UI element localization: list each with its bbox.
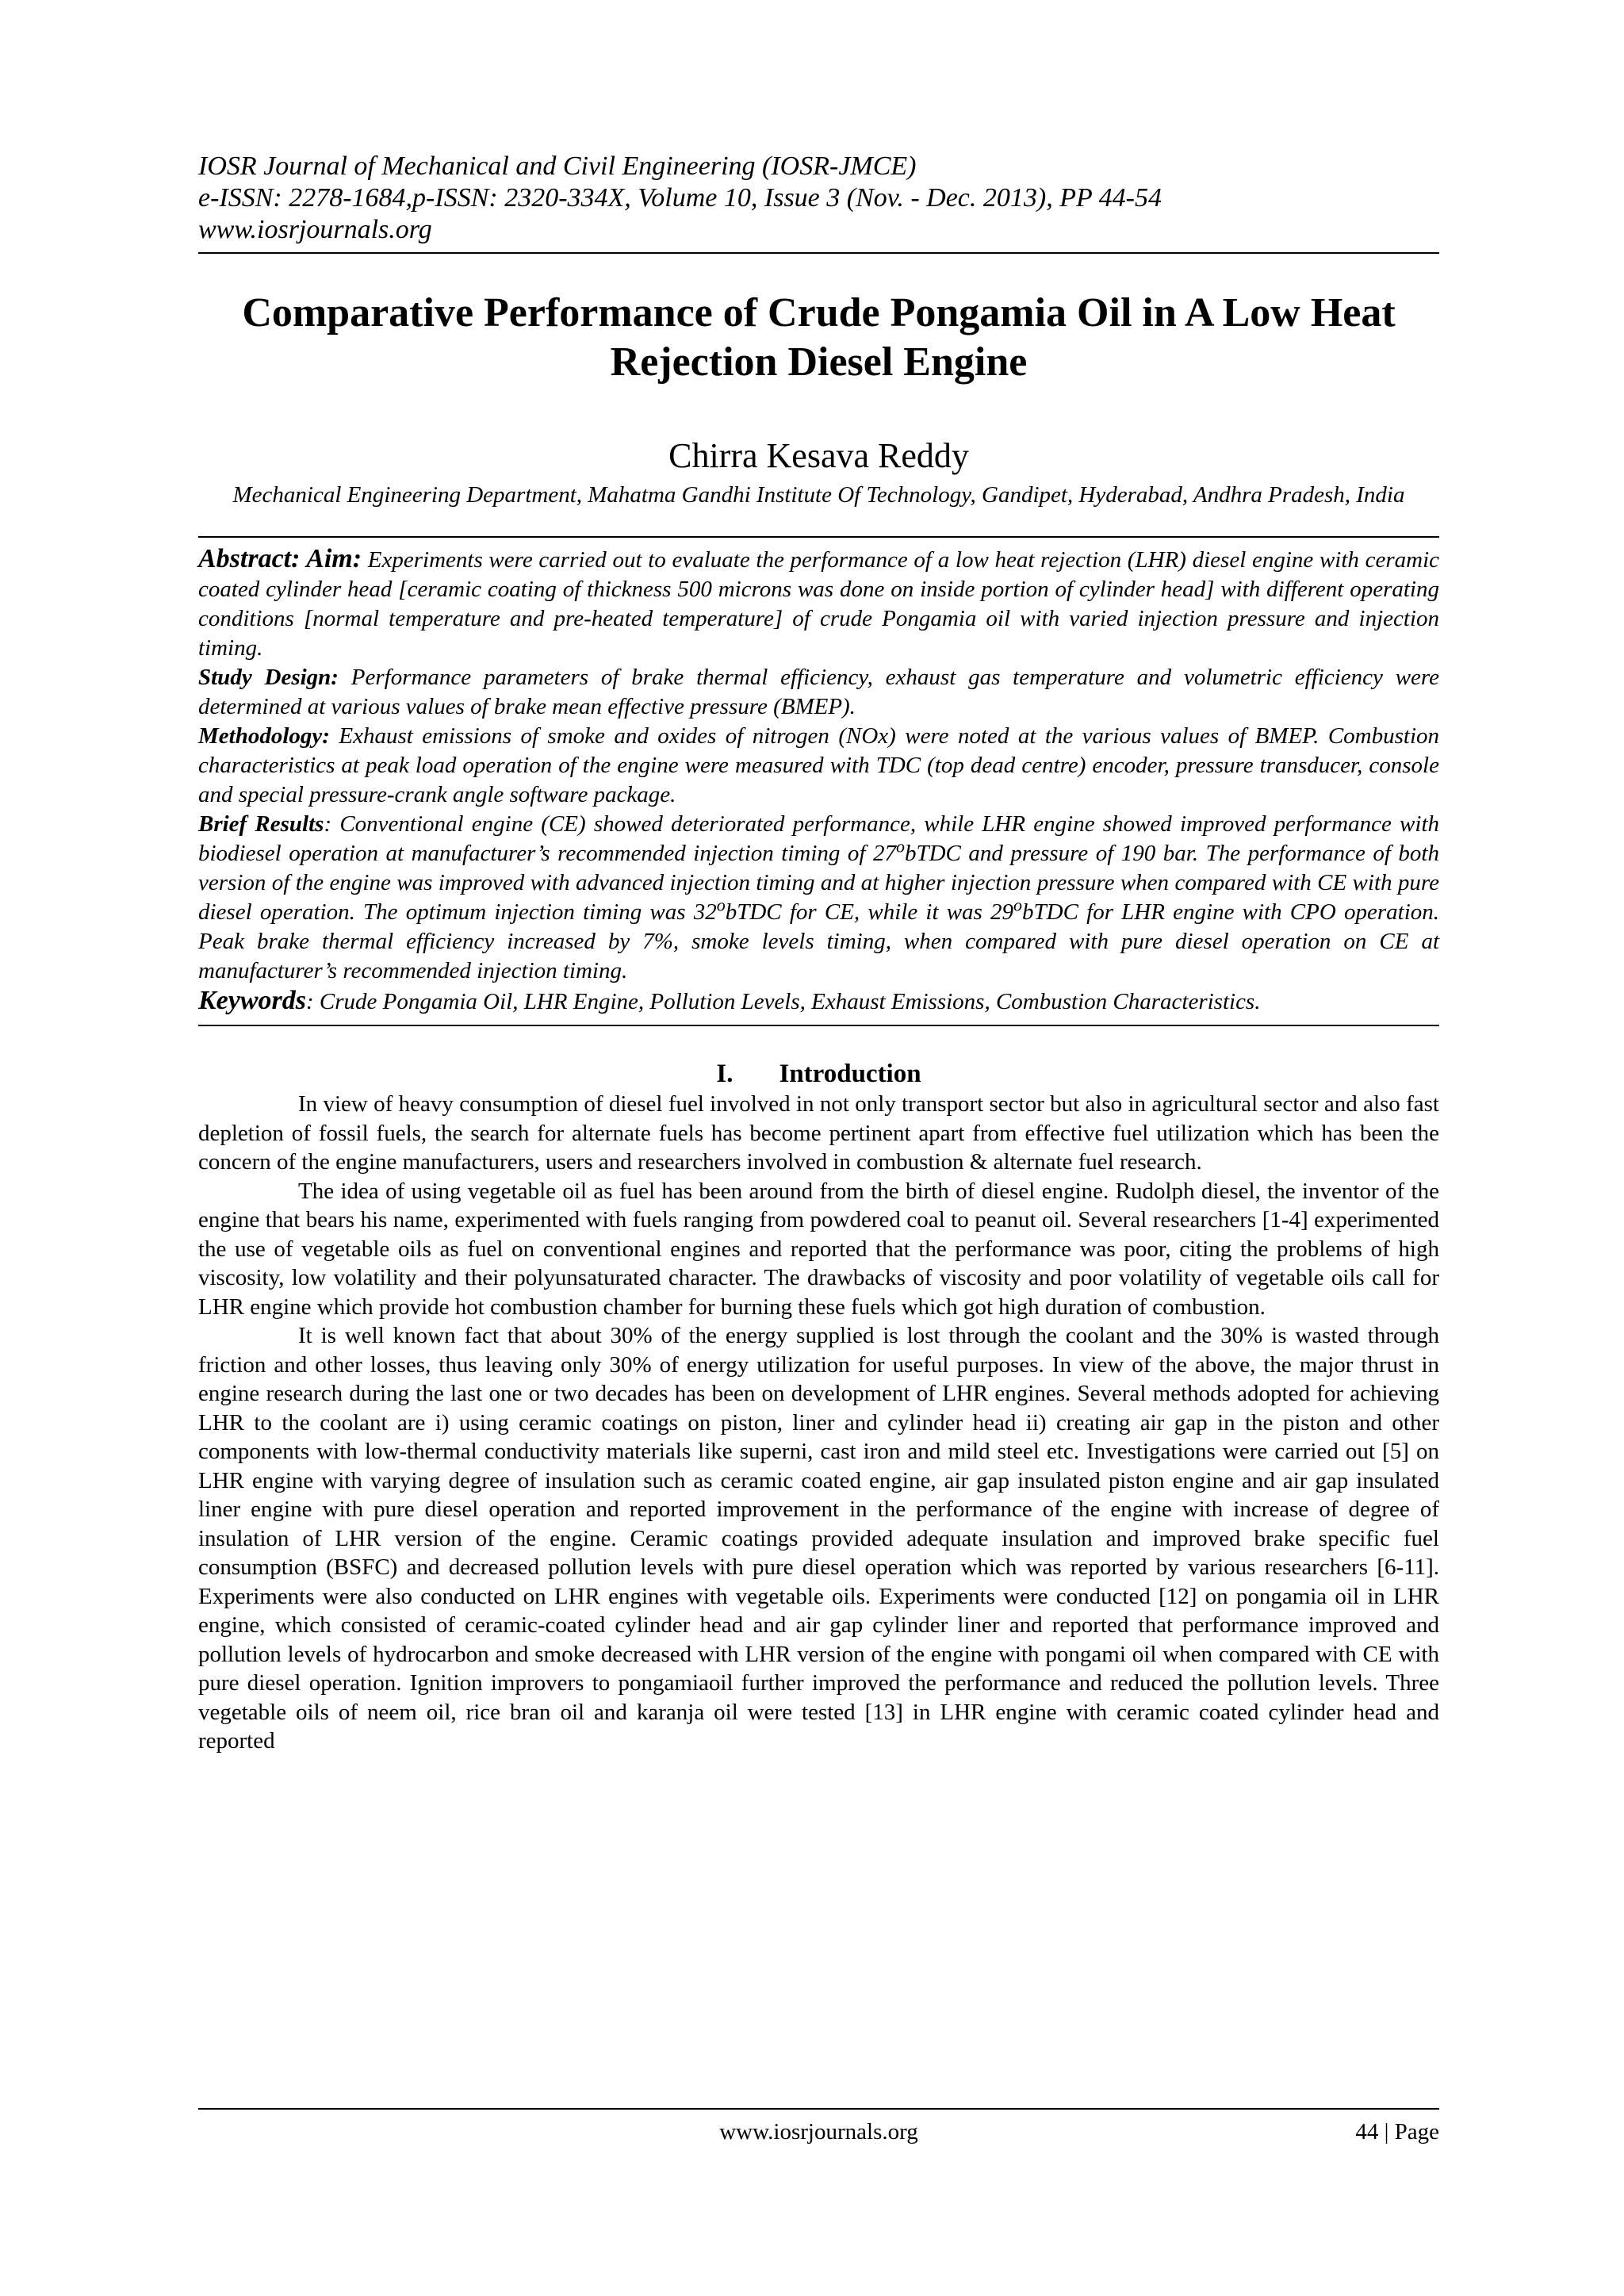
degree-superscript: o	[895, 836, 905, 857]
page-number: 44 | Page	[1355, 2119, 1439, 2145]
abstract-study-design	[198, 663, 1439, 722]
paragraph: In view of heavy consumption of diesel fuel involved in not only transport sector but also in agricultural sector and also fast depletion of fossil fuels, the search for alternate fuels has become pertinent apart from effective fuel utilization which has been the concern of the engine manufacturers, users and researchers involved in combustion & alternate fuel research.	[198, 1091, 1439, 1175]
journal-website[interactable]: www.iosrjournals.org	[198, 215, 432, 244]
methodology-label: Methodology:	[198, 723, 330, 749]
header-rule	[198, 252, 1439, 254]
section-heading	[198, 1058, 1439, 1090]
journal-issn: e-ISSN: 2278-1684,p-ISSN: 2320-334X, Volume 10, Issue 3 (Nov. - Dec. 2013), PP 44-54	[198, 183, 1162, 213]
abstract-aim	[198, 544, 1439, 663]
section-title: Introduction	[779, 1060, 921, 1088]
aim-text: Experiments were carried out to evaluate the performance of a low heat rejection (LHR) diesel engine with ceramic coated cylinder head [ceramic coating of thickness 500 microns was done on inside portion of cylinder head] with different operating conditions [normal temperature and pre-heated temperature] of crude Pongamia oil with varied injection pressure and injection timing.	[198, 547, 1439, 661]
aim-label: Aim:	[306, 544, 362, 573]
author-affiliation: Mechanical Engineering Department, Mahatma Gandhi Institute Of Technology, Gandipet, Hyderabad, Andhra Pradesh, India	[232, 482, 1405, 508]
brief-results-label: Brief Results	[198, 811, 324, 837]
degree-superscript: o	[1013, 895, 1023, 915]
journal-name: IOSR Journal of Mechanical and Civil Engineering (IOSR-JMCE)	[198, 151, 917, 181]
section-number: I.	[716, 1060, 733, 1088]
abstract-brief-results	[198, 810, 1439, 986]
degree-superscript: o	[716, 895, 726, 915]
study-design-label: Study Design:	[198, 665, 339, 690]
paragraph: It is well known fact that about 30% of the energy supplied is lost through the coolant and the 30% is wasted through friction and other losses, thus leaving only 30% of energy utilization for useful purposes. In view of the above, the major thrust in engine research during the last one or two decades has been on development of LHR engines. Several methods adopted for achieving LHR to the coolant are i) using ceramic coatings on piston, liner and cylinder head ii) creating air gap in the piston and other components with low-thermal conductivity materials like superni, cast iron and mild steel etc. Investigations were carried out [5] on LHR engine with varying degree of insulation such as ceramic coated engine, air gap insulated piston engine and air gap insulated liner engine with pure diesel operation and reported improvement in the performance of the engine with increase of degree of insulation of LHR version of the engine. Ceramic coatings provided adequate insulation and improved brake specific fuel consumption (BSFC) and decreased pollution levels with pure diesel operation which was reported by various researchers [6-11]. Experiments were also conducted on LHR engines with vegetable oils. Experiments were conducted [12] on pongamia oil in LHR engine, which consisted of ceramic-coated cylinder head and air gap cylinder liner and reported that performance improved and pollution levels of hydrocarbon and smoke decreased with LHR version of the engine with pongami oil when compared with CE with pure diesel operation. Ignition improvers to pongamiaoil further improved the performance and reduced the pollution levels. Three vegetable oils of neem oil, rice bran oil and karanja oil were tested [13] in LHR engine with ceramic coated cylinder head and reported	[198, 1323, 1439, 1754]
abstract-bottom-rule	[198, 1025, 1439, 1026]
paper-page	[198, 151, 1439, 2213]
results-text-3: bTDC for CE, while it was 29	[725, 899, 1014, 925]
abstract	[198, 538, 1439, 1025]
results-text-4: bTDC for LHR engine with CPO operation. Peak brake thermal efficiency increased by 7%, smoke levels timing, when compared with pure diesel operation on CE at manufacturer’s recommended injection timing.	[198, 899, 1440, 983]
footer-rule	[198, 2108, 1439, 2110]
study-design-text: Performance parameters of brake thermal efficiency, exhaust gas temperature and volumetric efficiency were determined at various values of brake mean effective pressure (BMEP).	[198, 665, 1439, 719]
journal-header	[198, 151, 1439, 246]
results-text-1: Conventional engine (CE) showed deteriorated performance, while LHR engine showed improved performance with biodiesel operation at manufacturer’s recommended injection timing of 27	[198, 811, 1439, 866]
introduction-body	[198, 1090, 1439, 1756]
results-text-2: bTDC and pressure of 190 bar. The performance of both version of the engine was improved with advanced injection timing and at higher injection pressure when compared with CE with pure diesel operation. The optimum injection timing was 32	[198, 841, 1439, 925]
abstract-label: Abstract:	[198, 544, 301, 573]
keywords-text: Crude Pongamia Oil, LHR Engine, Pollution Levels, Exhaust Emissions, Combustion Characteristics.	[319, 989, 1261, 1014]
keywords-label: Keywords	[198, 986, 306, 1015]
brief-results-colon: :	[324, 811, 332, 837]
abstract-methodology	[198, 722, 1439, 810]
author-name: Chirra Kesava Reddy	[668, 436, 969, 475]
keywords-colon: :	[306, 989, 314, 1014]
abstract-keywords	[198, 986, 1439, 1017]
footer-website[interactable]: www.iosrjournals.org	[719, 2119, 918, 2145]
paper-title: Comparative Performance of Crude Pongamia Oil in A Low Heat Rejection Diesel Engine	[242, 290, 1396, 385]
paragraph: The idea of using vegetable oil as fuel has been around from the birth of diesel engine. Rudolph diesel, the inventor of the engine that bears his name, experimented with fuels ranging from powdered coal to peanut oil. Several researchers [1-4] experimented the use of vegetable oils as fuel on conventional engines and reported that the performance was poor, citing the problems of high viscosity, low volatility and their polyunsaturated character. The drawbacks of viscosity and poor volatility of vegetable oils call for LHR engine which provide hot combustion chamber for burning these fuels which got high duration of combustion.	[198, 1178, 1439, 1320]
methodology-text: Exhaust emissions of smoke and oxides of nitrogen (NOx) were noted at the various values of BMEP. Combustion characteristics at peak load operation of the engine were measured with TDC (top dead centre) encoder, pressure transducer, console and special pressure-crank angle software package.	[198, 723, 1440, 807]
